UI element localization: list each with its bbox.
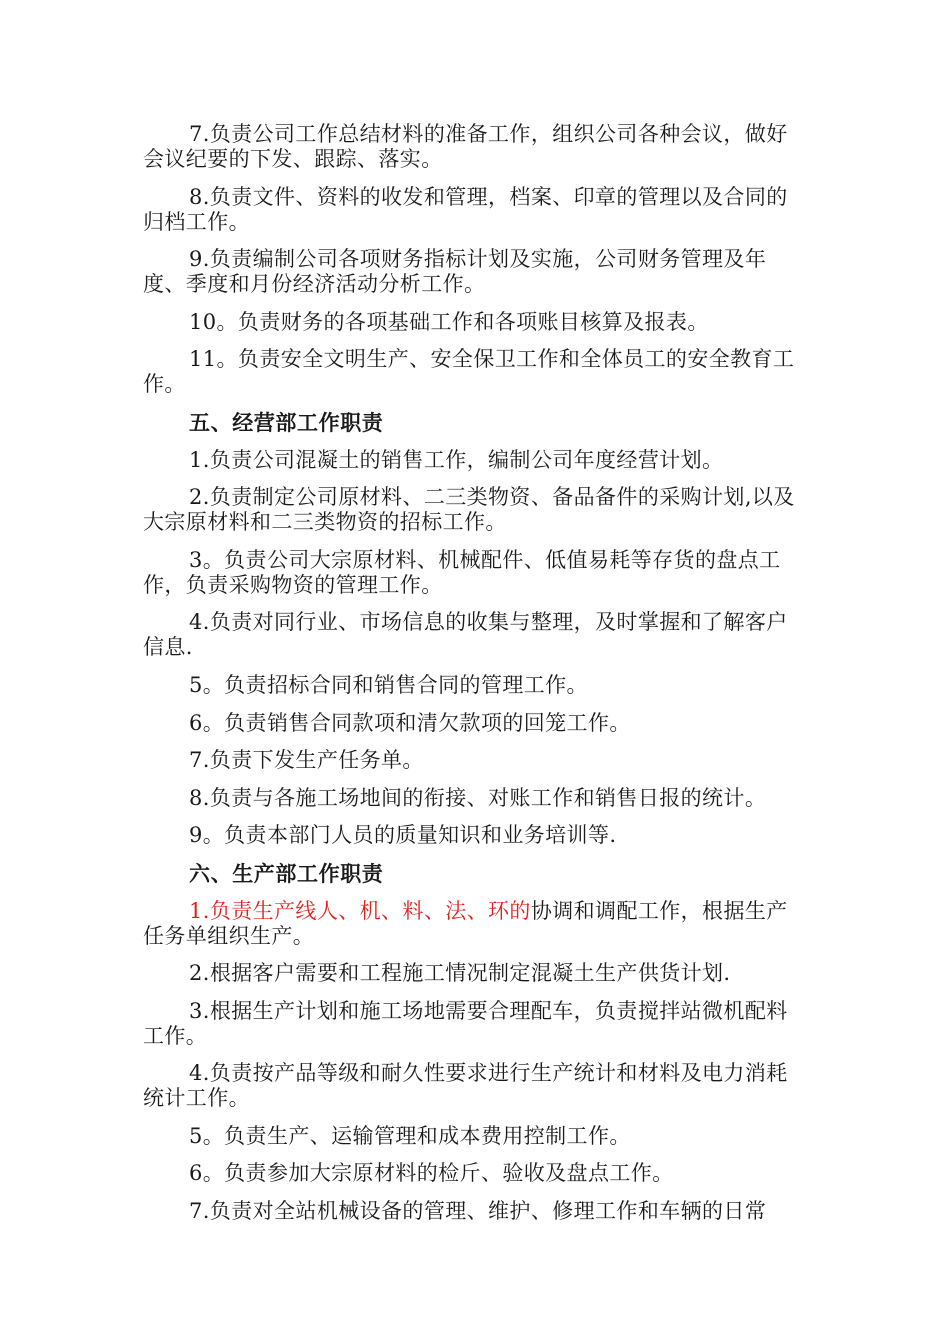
production-item-2: 2.根据客户需要和工程施工情况制定混凝土生产供货计划. [189, 961, 731, 986]
business-item-4: 4.负责对同行业、市场信息的收集与整理，及时掌握和了解客户信息. [143, 610, 788, 660]
production-item-3: 3.根据生产计划和施工场地需要合理配车，负责搅拌站微机配料工作。 [143, 998, 788, 1048]
business-item-3: 3。负责公司大宗原材料、机械配件、低值易耗等存货的盘点工作，负责采购物资的管理工作。 [143, 547, 781, 597]
business-item-8: 8.负责与各施工场地间的衔接、对账工作和销售日报的统计。 [189, 785, 767, 810]
document-body [143, 122, 808, 1237]
section-heading-production: 六、生产部工作职责 [189, 860, 384, 886]
section-heading-business: 五、经营部工作职责 [189, 409, 384, 435]
production-item-5: 5。负责生产、运输管理和成本费用控制工作。 [189, 1123, 631, 1148]
office-item-11: 11。负责安全文明生产、安全保卫工作和全体员工的安全教育工作。 [143, 347, 795, 397]
production-item-1-rest: 协调和调配工作，根据生产任务单组织生产。 [143, 898, 788, 948]
business-item-1: 1.负责公司混凝土的销售工作，编制公司年度经营计划。 [189, 447, 724, 472]
business-item-9: 9。负责本部门人员的质量知识和业务培训等. [189, 823, 617, 848]
business-item-5: 5。负责招标合同和销售合同的管理工作。 [189, 672, 588, 697]
office-item-10: 10。负责财务的各项基础工作和各项账目核算及报表。 [189, 309, 709, 334]
office-item-9: 9.负责编制公司各项财务指标计划及实施，公司财务管理及年度、季度和月份经济活动分析工作。 [143, 247, 767, 297]
production-item-6: 6。负责参加大宗原材料的检斤、验收及盘点工作。 [189, 1161, 674, 1186]
business-item-2: 2.负责制定公司原材料、二三类物资、备品备件的采购计划,以及大宗原材料和二三类物资的招标工作。 [143, 485, 795, 535]
business-item-6: 6。负责销售合同款项和清欠款项的回笼工作。 [189, 710, 631, 735]
business-item-7: 7.负责下发生产任务单。 [189, 748, 424, 773]
highlighted-text: 1.负责生产线人、机、料、法、环的 [189, 898, 531, 923]
office-item-8: 8.负责文件、资料的收发和管理，档案、印章的管理以及合同的归档工作。 [143, 184, 788, 234]
production-item-4: 4.负责按产品等级和耐久性要求进行生产统计和材料及电力消耗统计工作。 [143, 1061, 788, 1111]
production-item-7: 7.负责对全站机械设备的管理、维护、修理工作和车辆的日常 [189, 1199, 767, 1224]
office-item-7: 7.负责公司工作总结材料的准备工作，组织公司各种会议，做好会议纪要的下发、跟踪、落实。 [143, 122, 788, 171]
production-item-1 [143, 899, 808, 949]
